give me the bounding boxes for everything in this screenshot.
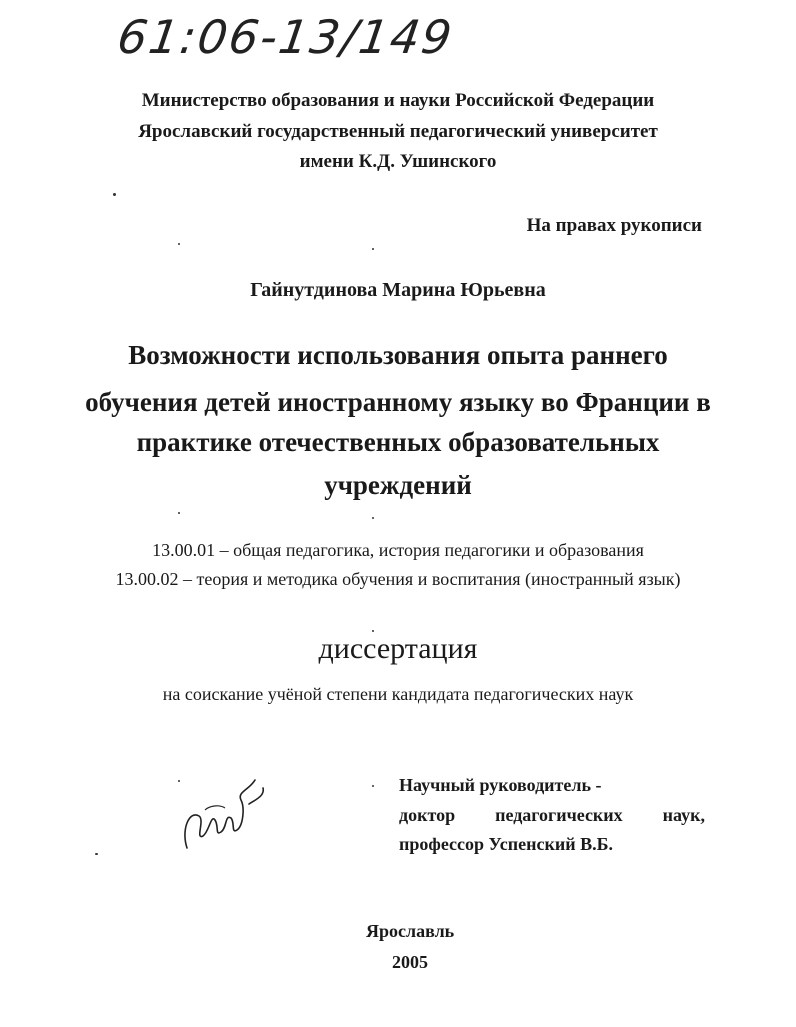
scan-speck (372, 517, 374, 519)
advisor-label: Научный руководитель - (399, 775, 602, 795)
signature (175, 770, 275, 860)
scan-speck (372, 630, 374, 632)
title-line: практике отечественных образовательных (136, 427, 660, 457)
advisor-degree-word: доктор (399, 805, 456, 825)
advisor-degree (399, 805, 705, 826)
university-line: Ярославский государственный педагогический университет (138, 121, 658, 142)
year: 2005 (392, 952, 428, 972)
manuscript-note: На правах рукописи (526, 215, 702, 236)
document-type: диссертация (318, 632, 478, 665)
title-line: обучения детей иностранному языку во Франции в (85, 387, 711, 417)
author-name: Гайнутдинова Марина Юрьевна (250, 279, 546, 301)
scan-speck (95, 853, 98, 855)
specialty-line: 13.00.01 – общая педагогика, история педагогики и образования (152, 540, 644, 560)
ministry-line: Министерство образования и науки Российской Федерации (141, 90, 655, 111)
title-line: Возможности использования опыта раннего (128, 340, 668, 370)
title-line: учреждений (324, 470, 472, 500)
university-name-line: имени К.Д. Ушинского (299, 151, 497, 172)
scan-speck (372, 785, 374, 787)
scan-speck (372, 248, 374, 250)
advisor-degree-word: педагогических (495, 805, 623, 825)
scan-speck (178, 780, 180, 782)
city: Ярославль (366, 921, 455, 941)
specialty-line: 13.00.02 – теория и методика обучения и воспитания (иностранный язык) (115, 569, 681, 589)
advisor-degree-word: наук, (662, 805, 705, 825)
archive-code: 61:06-13/149 (114, 10, 457, 64)
scan-speck (113, 193, 116, 196)
scan-speck (178, 243, 180, 245)
advisor-name: профессор Успенский В.Б. (399, 834, 614, 854)
degree-line: на соискание учёной степени кандидата педагогических наук (162, 684, 634, 704)
scan-speck (178, 512, 180, 514)
